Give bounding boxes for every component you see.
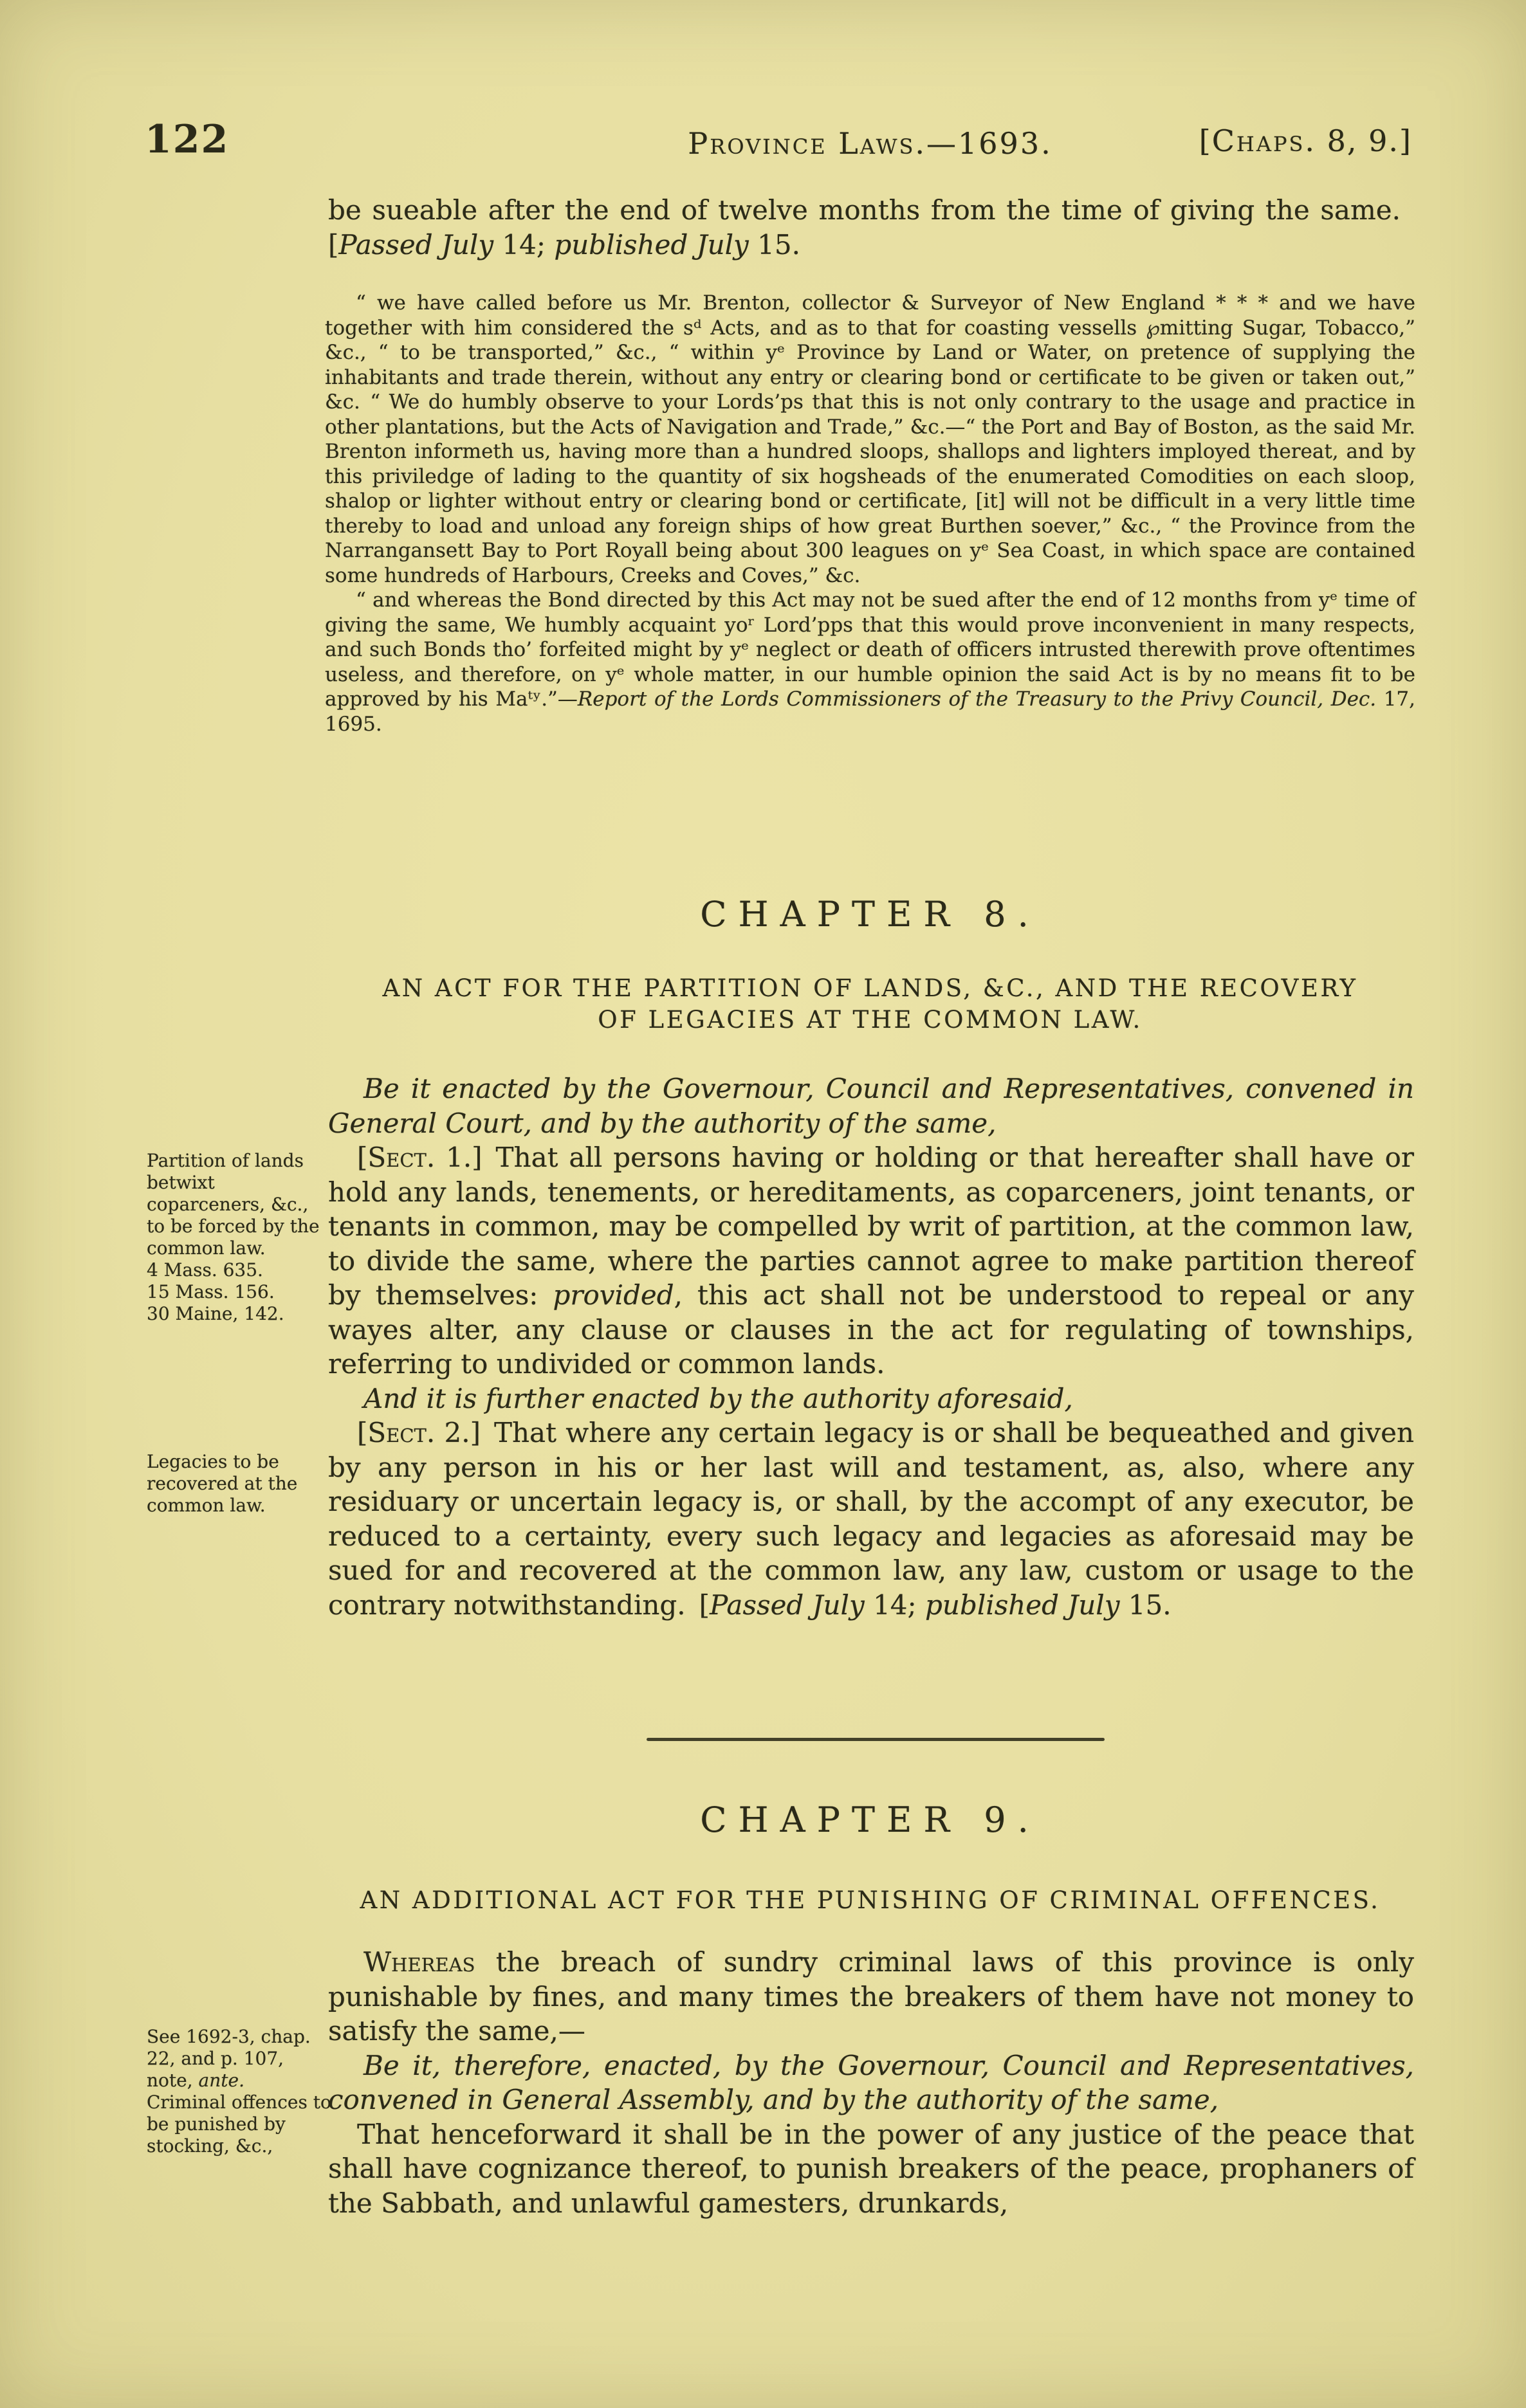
- chapter9-whereas-clause: Whereas the breach of sundry criminal laws of this province is only punishable by fines, and many times the breakers of them have not money to satisfy the same,—: [328, 1946, 1414, 2047]
- chapter9-act-title: AN ADDITIONAL ACT FOR THE PUNISHING OF CRIMINAL OFFENCES.: [360, 1886, 1381, 1914]
- chapter9-body: [328, 1945, 1414, 2220]
- margin-note-see-text: See 1692-3, chap. 22, and p. 107, note, ante.: [147, 2026, 311, 2091]
- page-number: 122: [145, 117, 230, 162]
- running-title: Province Laws.—1693.: [688, 126, 1053, 161]
- chapter9-enacting-clause: Be it, therefore, enacted, by the Governour, Council and Representatives, convened in General Assembly, and by the authority of the same,: [328, 2049, 1414, 2115]
- fine-print-paragraph-1: “ we have called before us Mr. Brenton, collector & Surveyor of New England * * * and we have together with him considered the sᵈ Acts, and as to that for coasting vessells ℘mitting Sugar, Tobacco,” &c., “ to be transported,” &c., “ within yᵉ Province by Land or Water, on pretence of supplying the inhabitants and trade therein, without any entry or clearing bond or certificate to be given or taken out,” &c. “ We do humbly observe to your Lords’ps that this is not only contrary to the usage and practice in other plantations, but the Acts of Navigation and Trade,” &c.—“ the Port and Bay of Boston, as the said Mr. Brenton informeth us, having more than a hundred sloops, shallops and lighters imployed thereat, and by this priviledge of lading to the quantity of six hogsheads of the enumerated Comodities on each sloop, shalop or lighter without entry or clearing bond or certificate, [it] will not be difficult in a very little time thereby to load and unload any foreign ships of how great Burthen soever,” &c., “ the Province from the Narrangansett Bay to Port Royall being about 300 leagues on yᵉ Sea Coast, in which space are contained some hundreds of Harbours, Creeks and Coves,” &c.: [325, 291, 1415, 587]
- section-divider-rule: [647, 1738, 1105, 1741]
- margin-note-legacies-text: Legacies to be recovered at the common law.: [147, 1451, 298, 1516]
- chapter8-section1: [Sect. 1.] That all persons having or holding or that hereafter shall have or hold any lands, tenements, or hereditaments, as coparceners, joint tenants, or tenants in common, may be compelled by writ of partition, at the common law, to divide the same, where the parties cannot agree to make partition thereof by themselves: provided, this act shall not be understood to repeal or any wayes alter, any clause or clauses in the act for regulating of townships, referring to undivided or common lands.: [328, 1142, 1414, 1380]
- margin-citation-3: 30 Maine, 142.: [147, 1303, 284, 1324]
- fine-print-block: [325, 291, 1415, 736]
- margin-note-legacies: [147, 1451, 328, 1517]
- margin-citation-2: 15 Mass. 156.: [147, 1281, 275, 1302]
- chapter8-body: [328, 1072, 1414, 1622]
- margin-note-partition: [147, 1150, 328, 1325]
- fine-print-paragraph-2: “ and whereas the Bond directed by this Act may not be sued after the end of 12 months from yᵉ time of giving the same, We humbly acquaint yoʳ Lord’pps that this would prove inconvenient in many respects, and such Bonds tho’ forfeited might by yᵉ neglect or death of officers intrusted therewith prove oftentimes useless, and therefore, on yᵉ whole matter, in our humble opinion the said Act is by no means fit to be approved by his Maᵗʸ.”—Report of the Lords Commissioners of the Treasury to the Privy Council, Dec. 17, 1695.: [325, 588, 1416, 736]
- chapter8-heading: CHAPTER 8.: [700, 894, 1040, 935]
- margin-citation-1: 4 Mass. 635.: [147, 1259, 263, 1281]
- intro-paragraph: be sueable after the end of twelve months from the time of giving the same. [Passed July 14; published July 15.: [328, 194, 1414, 260]
- chapter8-enacting-clause: Be it enacted by the Governour, Council and Representatives, convened in General Court, and by the authority of the same,: [328, 1073, 1414, 1139]
- chapter8-further-clause: And it is further enacted by the authority aforesaid,: [363, 1382, 1073, 1414]
- chapter9-operative-clause: That henceforward it shall be in the power of any justice of the peace that shall have cognizance thereof, to punish breakers of the peace, prophaners of the Sabbath, and unlawful gamesters, drunkards,: [328, 2118, 1414, 2219]
- chapters-label: [Chaps. 8, 9.]: [1199, 123, 1412, 158]
- chapter8-act-title: AN ACT FOR THE PARTITION OF LANDS, &C., AND THE RECOVERY OF LEGACIES AT THE COMMON LAW.: [382, 974, 1358, 1034]
- margin-note-partition-text: Partition of lands betwixt coparceners, &c., to be forced by the common law.: [147, 1150, 320, 1259]
- margin-note-see-reference: [147, 2026, 332, 2157]
- chapter8-section2: [Sect. 2.] That where any certain legacy is or shall be bequeathed and given by any person in his or her last will and testament, as, also, where any residuary or uncertain legacy is, or shall, by the accompt of any executor, be reduced to a certainty, every such legacy and legacies as aforesaid may be sued for and recovered at the common law, any law, custom or usage to the contrary notwithstanding. [Passed July 14; published July 15.: [328, 1417, 1414, 1621]
- margin-note-criminal-text: Criminal offences to be punished by stocking, &c.,: [147, 2092, 331, 2157]
- chapter9-heading: CHAPTER 9.: [700, 1800, 1040, 1840]
